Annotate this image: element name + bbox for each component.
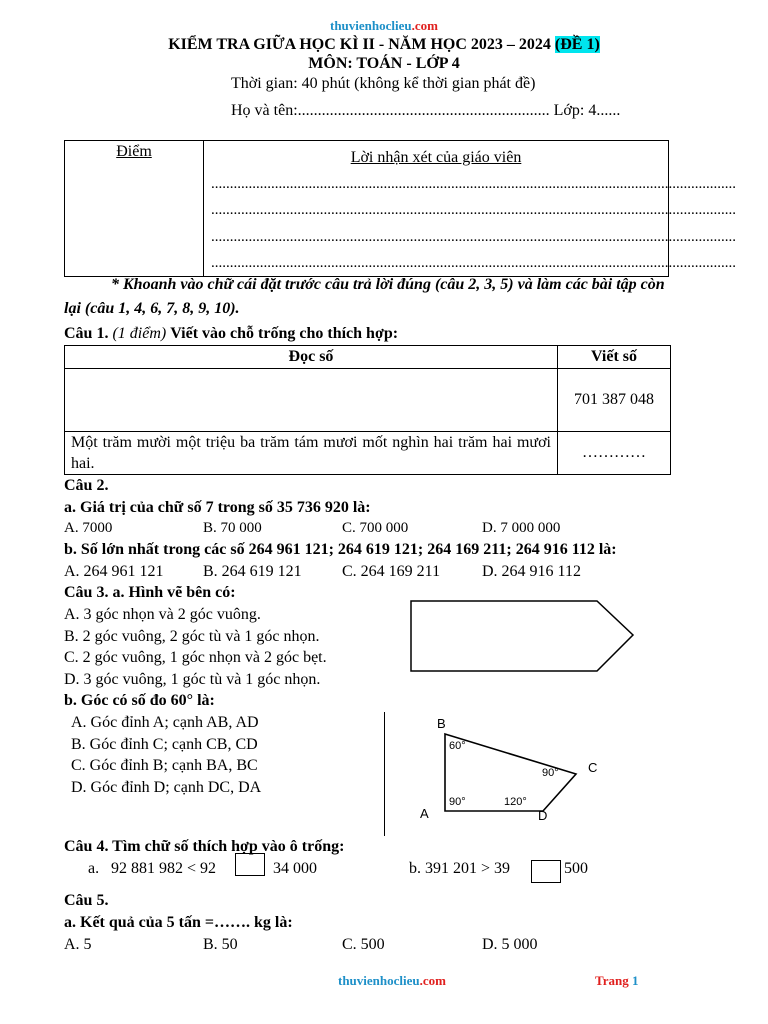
comment-line-1: ............................................................................................................................................ bbox=[211, 176, 736, 192]
q2a-option-b[interactable]: B. 70 000 bbox=[203, 520, 262, 536]
row-1-read-cell[interactable] bbox=[65, 369, 558, 432]
q2a-option-a[interactable]: A. 7000 bbox=[64, 520, 113, 536]
exam-time: Thời gian: 40 phút (không kể thời gian phát đề) bbox=[231, 75, 536, 92]
site-header bbox=[0, 18, 768, 34]
q4a-answer-box[interactable] bbox=[235, 853, 265, 876]
exam-title bbox=[0, 36, 768, 54]
footer-site-domain: .com bbox=[419, 973, 446, 988]
q2b-option-d[interactable]: D. 264 916 112 bbox=[482, 563, 581, 580]
instruction-line-1: * Khoanh vào chữ cái đặt trước câu trả lời đúng (câu 2, 3, 5) và làm các bài tập còn bbox=[111, 276, 665, 293]
comment-line-3: ............................................................................................................................................ bbox=[211, 229, 736, 245]
pentagon-figure bbox=[405, 595, 645, 677]
site-domain: .com bbox=[411, 18, 438, 33]
q4b-answer-box[interactable] bbox=[531, 860, 561, 883]
question-2a-text: a. Giá trị của chữ số 7 trong số 35 736 920 là: bbox=[64, 499, 371, 516]
q2b-option-c[interactable]: C. 264 169 211 bbox=[342, 563, 441, 580]
score-comment-box bbox=[64, 140, 736, 277]
comment-label: Lời nhận xét của giáo viên bbox=[350, 149, 522, 166]
vertex-a-label: A bbox=[420, 806, 429, 821]
question-1-heading bbox=[64, 325, 398, 343]
question-2b-text: b. Số lớn nhất trong các số 264 961 121; 264 619 121; 264 169 211; 264 916 112 là: bbox=[64, 541, 617, 558]
quadrilateral-figure bbox=[412, 714, 612, 824]
q3a-option-b[interactable]: B. 2 góc vuông, 2 góc tù và 1 góc nhọn. bbox=[64, 628, 320, 645]
question-4-text: Câu 4. Tìm chữ số thích hợp vào ô trống: bbox=[64, 838, 345, 855]
instruction-line-2: lại (câu 1, 4, 6, 7, 8, 9, 10). bbox=[64, 300, 240, 317]
q4a-prefix: a. bbox=[88, 860, 100, 877]
footer-page-number: 1 bbox=[631, 973, 639, 988]
q5a-option-a[interactable]: A. 5 bbox=[64, 936, 92, 953]
q4a-right: 34 000 bbox=[273, 860, 317, 877]
comment-line-4: ............................................................................................................................................ bbox=[211, 255, 736, 271]
q5a-option-c[interactable]: C. 500 bbox=[342, 936, 385, 953]
comment-line-2: ............................................................................................................................................ bbox=[211, 202, 736, 218]
q3b-option-d[interactable]: D. Góc đỉnh D; cạnh DC, DA bbox=[71, 779, 262, 796]
angle-a-label: 90° bbox=[449, 796, 466, 808]
score-label: Điểm bbox=[116, 143, 152, 160]
footer-page bbox=[595, 973, 638, 989]
row-2-read-cell: Một trăm mười một triệu ba trăm tám mươi mốt nghìn hai trăm hai mươi hai. bbox=[65, 432, 558, 475]
col-read-header: Đọc số bbox=[65, 346, 558, 369]
q2a-option-d[interactable]: D. 7 000 000 bbox=[482, 520, 561, 536]
q3b-option-c[interactable]: C. Góc đỉnh B; cạnh BA, BC bbox=[71, 757, 258, 774]
q3a-option-c[interactable]: C. 2 góc vuông, 1 góc nhọn và 2 góc bẹt. bbox=[64, 649, 327, 666]
angle-b-label: 60° bbox=[449, 740, 466, 752]
question-1-points: (1 điểm) bbox=[112, 325, 167, 342]
question-3a-text: Câu 3. a. Hình vẽ bên có: bbox=[64, 584, 236, 601]
question-1-table bbox=[64, 345, 671, 475]
q5a-option-b[interactable]: B. 50 bbox=[203, 936, 238, 953]
row-1-write-cell: 701 387 048 bbox=[558, 369, 671, 432]
q4b-right: 500 bbox=[564, 860, 588, 877]
exam-title-text: KIỂM TRA GIỮA HỌC KÌ II - NĂM HỌC 2023 – 2024 bbox=[168, 36, 555, 53]
footer-page-label: Trang bbox=[595, 973, 629, 988]
q5a-option-d[interactable]: D. 5 000 bbox=[482, 936, 538, 953]
q3b-option-a[interactable]: A. Góc đỉnh A; cạnh AB, AD bbox=[71, 714, 259, 731]
vertex-b-label: B bbox=[437, 716, 446, 731]
site-name: thuvienhoclieu bbox=[330, 18, 412, 33]
q3b-option-b[interactable]: B. Góc đỉnh C; cạnh CB, CD bbox=[71, 736, 258, 753]
q2b-option-b[interactable]: B. 264 619 121 bbox=[203, 563, 302, 580]
q3a-option-a[interactable]: A. 3 góc nhọn và 2 góc vuông. bbox=[64, 606, 261, 623]
question-3b-text: b. Góc có số đo 60° là: bbox=[64, 692, 215, 709]
exam-version-tag: (ĐỀ 1) bbox=[554, 36, 600, 53]
q4a-left: 92 881 982 < 92 bbox=[111, 860, 217, 877]
q3a-option-d[interactable]: D. 3 góc vuông, 1 góc tù và 1 góc nhọn. bbox=[64, 671, 321, 688]
row-2-write-cell[interactable]: ………… bbox=[558, 432, 671, 475]
student-name-line: Họ và tên:............................................................... Lớp: 4...... bbox=[231, 102, 621, 119]
footer-site bbox=[338, 973, 446, 989]
q4b-left: b. 391 201 > 39 bbox=[409, 860, 511, 877]
question-1-text: Viết vào chỗ trống cho thích hợp: bbox=[170, 325, 399, 342]
vertex-c-label: C bbox=[588, 760, 598, 775]
q2b-option-a[interactable]: A. 264 961 121 bbox=[64, 563, 164, 580]
vertex-d-label: D bbox=[538, 808, 548, 823]
angle-d-label: 120° bbox=[504, 796, 527, 808]
q2a-option-c[interactable]: C. 700 000 bbox=[342, 520, 409, 536]
vertical-divider bbox=[384, 712, 385, 836]
question-5-label: Câu 5. bbox=[64, 892, 109, 909]
col-write-header: Viết số bbox=[558, 346, 671, 369]
footer-site-name: thuvienhoclieu bbox=[338, 973, 420, 988]
exam-subject: MÔN: TOÁN - LỚP 4 bbox=[308, 55, 460, 72]
question-2-label: Câu 2. bbox=[64, 477, 109, 494]
angle-c-label: 90° bbox=[542, 767, 559, 779]
question-1-label: Câu 1. bbox=[64, 325, 109, 342]
question-5a-text: a. Kết quả của 5 tấn =……. kg là: bbox=[64, 914, 293, 931]
